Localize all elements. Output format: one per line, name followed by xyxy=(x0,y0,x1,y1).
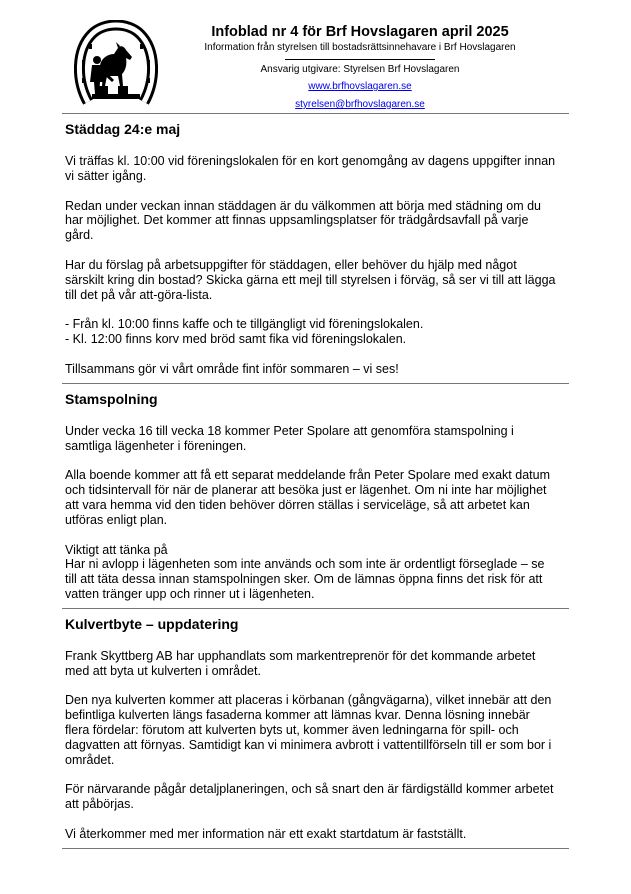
text-line: Alla boende kommer att få ett separat meddelande från Peter Spolare med exakt datum xyxy=(65,468,550,483)
text-line: Vi återkommer med mer information när ett exakt startdatum är fastställt. xyxy=(65,826,467,841)
text-line: att påbörjas. xyxy=(65,797,134,812)
text-line: till det på vår att-göra-lista. xyxy=(65,287,213,302)
horseshoe-blacksmith-logo-icon xyxy=(74,20,158,106)
paragraph xyxy=(65,468,569,527)
section-stadag xyxy=(62,113,569,383)
newsletter-body xyxy=(62,113,569,849)
text-line: vi sätter igång. xyxy=(65,168,147,183)
text-line: och tidsintervall för när de planerar att besöka just er lägenhet. Om ni inte har möjlighet xyxy=(65,483,547,498)
text-line: Frank Skyttberg AB har upphandlats som markentreprenör för det kommande arbetet xyxy=(65,648,536,663)
text-line: Under vecka 16 till vecka 18 kommer Peter Spolare att genomföra stamspolning i xyxy=(65,423,514,438)
paragraph xyxy=(65,693,569,767)
text-line: befintliga kulverten längs fasaderna kommer att lämnas kvar. Denna lösning innebär xyxy=(65,708,530,723)
paragraph xyxy=(65,782,569,812)
text-line: har möjlighet. Det kommer att finnas uppsamlingsplatser för trädgårdsavfall på varje xyxy=(65,213,529,228)
text-line: Har ni avlopp i lägenheten som inte används och som inte är ordentligt förseglade – se xyxy=(65,557,545,572)
paragraph xyxy=(65,649,569,679)
text-line: För närvarande pågår detaljplaneringen, och så snart den är färdigställd kommer arbetet xyxy=(65,782,554,797)
text-line: dagvatten att förnyas. Samtidigt kan vi minimera avbrott i vattentillförseln till er som bor i xyxy=(65,737,552,752)
paragraph xyxy=(65,258,569,302)
section-stamspolning xyxy=(62,383,569,608)
section-title: Städdag 24:e maj xyxy=(65,121,181,137)
section-title: Stamspolning xyxy=(65,390,158,407)
text-line: Vi träffas kl. 10:00 vid föreningslokalen för en kort genomgång av dagens uppgifter innan xyxy=(65,154,556,168)
header-divider xyxy=(285,59,435,60)
paragraph xyxy=(65,424,569,454)
paragraph xyxy=(65,543,569,602)
text-line: till att täta dessa innan stamspolningen sker. Om de lämnas öppna finns det risk för att xyxy=(65,572,543,587)
page-header xyxy=(170,24,550,112)
section-title: Kulvertbyte – uppdatering xyxy=(65,615,239,632)
text-line: Har du förslag på arbetsuppgifter för städdagen, eller behöver du hjälp med något xyxy=(65,257,517,272)
paragraph xyxy=(65,827,569,842)
website-link[interactable]: www.brfhovslagaren.se xyxy=(308,81,412,92)
text-line: att vara hemma vid den tiden behöver dörren ställas i serviceläge, så att arbetet kan xyxy=(65,497,530,512)
text-line: området. xyxy=(65,752,115,767)
paragraph xyxy=(65,362,569,377)
text-line: - Kl. 12:00 finns korv med bröd samt fika vid föreningslokalen. xyxy=(65,332,407,347)
paragraph xyxy=(65,154,569,184)
text-line: flera fördelar: förutom att kulverten byts ut, kommer även ledningarna för spill- och xyxy=(65,722,519,737)
text-line: gård. xyxy=(65,228,94,243)
text-line: vatten tränger upp och rinner ut i lägenheten. xyxy=(65,586,315,601)
text-line: utföras enligt plan. xyxy=(65,512,168,527)
text-line: Redan under veckan innan städdagen är du välkommen att börja med städning om du xyxy=(65,198,541,213)
text-line: samtliga lägenheter i föreningen. xyxy=(65,438,247,453)
text-line: Den nya kulverten kommer att placeras i körbanan (gångvägarna), vilket innebär att den xyxy=(65,693,552,708)
paragraph xyxy=(65,317,569,347)
text-line: Tillsammans gör vi vårt område fint inför sommaren – vi ses! xyxy=(65,361,399,376)
page-title: Infoblad nr 4 för Brf Hovslagaren april 2025 xyxy=(211,24,509,40)
text-line: - Från kl. 10:00 finns kaffe och te tillgängligt vid föreningslokalen. xyxy=(65,317,424,332)
text-line: med att byta ut kulverten i området. xyxy=(65,663,261,678)
section-kulvertbyte xyxy=(62,608,569,848)
text-line: särskilt kring din bostad? Skicka gärna ett mejl till styrelsen i förväg, så ser vi till att lägga xyxy=(65,272,556,287)
bottom-divider xyxy=(62,848,569,849)
email-link[interactable]: styrelsen@brfhovslagaren.se xyxy=(295,99,425,110)
text-line: Viktigt att tänka på xyxy=(65,542,168,557)
paragraph xyxy=(65,199,569,243)
page-subtitle: Information från styrelsen till bostadsrättsinnehavare i Brf Hovslagaren xyxy=(204,42,516,53)
publisher-line: Ansvarig utgivare: Styrelsen Brf Hovslagaren xyxy=(260,64,460,75)
